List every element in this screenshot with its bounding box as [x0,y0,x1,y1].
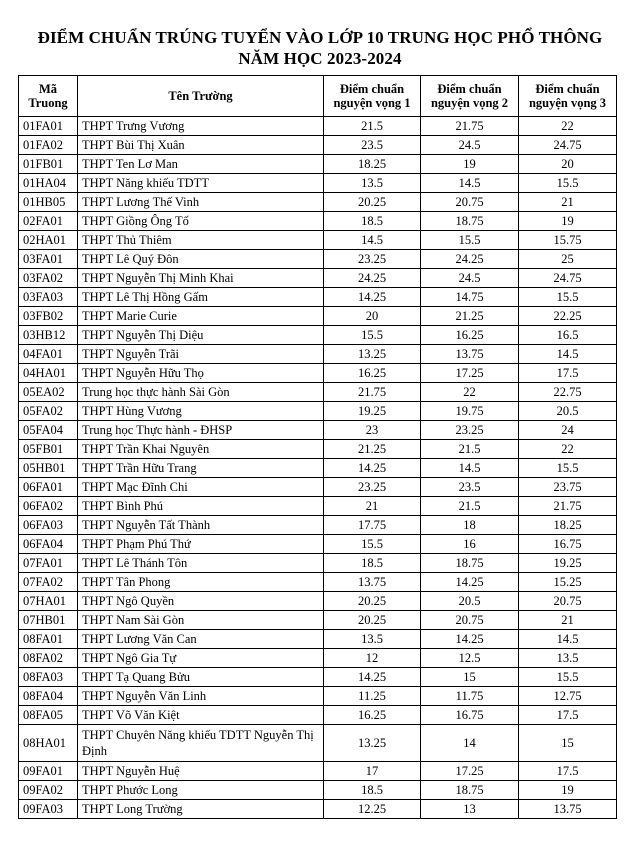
school-name: THPT Thủ Thiêm [78,231,324,250]
school-name: THPT Năng khiếu TDTT [78,174,324,193]
score-nv2: 14.5 [421,459,519,478]
score-nv2: 13.75 [421,345,519,364]
table-row [19,364,617,383]
score-nv1: 18.5 [324,554,421,573]
school-code: 03FB02 [19,307,78,326]
school-name: THPT Chuyên Năng khiếu TDTT Nguyễn Thị Định [78,725,324,762]
school-name: THPT Giồng Ông Tố [78,212,324,231]
school-code: 08FA05 [19,706,78,725]
score-nv3: 22.75 [519,383,617,402]
score-nv2: 18.75 [421,781,519,800]
score-nv3: 22 [519,117,617,136]
school-name: THPT Nguyễn Thị Diệu [78,326,324,345]
school-code: 05FA04 [19,421,78,440]
score-nv3: 16.5 [519,326,617,345]
score-nv2: 21.75 [421,117,519,136]
score-nv3: 13.75 [519,800,617,819]
score-nv1: 20.25 [324,611,421,630]
school-name: THPT Nguyễn Huệ [78,762,324,781]
score-nv3: 24 [519,421,617,440]
score-nv1: 16.25 [324,364,421,383]
school-name: THPT Long Trường [78,800,324,819]
score-nv3: 25 [519,250,617,269]
score-nv1: 23.25 [324,250,421,269]
table-row [19,193,617,212]
header-name: Tên Trường [78,76,324,117]
table-row [19,535,617,554]
score-nv1: 12.25 [324,800,421,819]
school-code: 03FA03 [19,288,78,307]
score-nv1: 13.5 [324,174,421,193]
school-name: THPT Trưng Vương [78,117,324,136]
score-nv2: 20.5 [421,592,519,611]
school-name: Trung học thực hành Sài Gòn [78,383,324,402]
score-nv2: 23.5 [421,478,519,497]
score-nv3: 24.75 [519,136,617,155]
score-nv3: 14.5 [519,345,617,364]
school-code: 01FA02 [19,136,78,155]
score-nv1: 15.5 [324,326,421,345]
score-nv1: 14.25 [324,459,421,478]
school-code: 03FA02 [19,269,78,288]
school-code: 01FA01 [19,117,78,136]
school-code: 08HA01 [19,725,78,762]
table-row [19,706,617,725]
school-name: THPT Lương Thế Vinh [78,193,324,212]
school-code: 03HB12 [19,326,78,345]
header-code: Mã Truong [19,76,78,117]
score-nv2: 12.5 [421,649,519,668]
school-name: THPT Bùi Thị Xuân [78,136,324,155]
score-nv1: 14.25 [324,668,421,687]
score-nv1: 20.25 [324,193,421,212]
school-code: 09FA03 [19,800,78,819]
header-nv3: Điểm chuẩn nguyện vọng 3 [519,76,617,117]
table-row [19,440,617,459]
table-row [19,421,617,440]
score-nv2: 14.25 [421,630,519,649]
school-name: THPT Tạ Quang Bửu [78,668,324,687]
school-name: THPT Marie Curie [78,307,324,326]
score-nv1: 24.25 [324,269,421,288]
school-name: THPT Ten Lơ Man [78,155,324,174]
document-title [0,27,640,69]
table-row [19,250,617,269]
school-name: THPT Trần Khai Nguyên [78,440,324,459]
score-nv3: 17.5 [519,706,617,725]
table-row [19,269,617,288]
school-code: 08FA03 [19,668,78,687]
score-nv3: 20.5 [519,402,617,421]
school-name: THPT Lương Văn Can [78,630,324,649]
score-nv1: 15.5 [324,535,421,554]
title-line-2: NĂM HỌC 2023-2024 [238,49,402,68]
score-nv3: 24.75 [519,269,617,288]
table-row [19,630,617,649]
score-nv1: 20 [324,307,421,326]
score-nv2: 15 [421,668,519,687]
score-table [18,75,617,819]
score-nv2: 20.75 [421,193,519,212]
score-nv3: 15.5 [519,459,617,478]
school-name: THPT Lê Thánh Tôn [78,554,324,573]
score-nv2: 23.25 [421,421,519,440]
score-nv3: 15.75 [519,231,617,250]
table-row [19,478,617,497]
school-code: 01FB01 [19,155,78,174]
school-code: 07HB01 [19,611,78,630]
table-row [19,762,617,781]
table-row [19,345,617,364]
score-nv1: 13.75 [324,573,421,592]
score-nv1: 16.25 [324,706,421,725]
table-row [19,497,617,516]
school-name: THPT Bình Phú [78,497,324,516]
score-nv3: 19 [519,212,617,231]
school-code: 03FA01 [19,250,78,269]
table-row [19,725,617,762]
score-nv3: 19 [519,781,617,800]
score-nv1: 14.25 [324,288,421,307]
score-nv1: 21 [324,497,421,516]
school-code: 05EA02 [19,383,78,402]
score-nv2: 14 [421,725,519,762]
score-nv3: 18.25 [519,516,617,535]
school-code: 08FA01 [19,630,78,649]
score-nv3: 22 [519,440,617,459]
table-row [19,781,617,800]
score-nv3: 13.5 [519,649,617,668]
table-row [19,459,617,478]
score-nv3: 20.75 [519,592,617,611]
score-nv2: 24.5 [421,269,519,288]
score-nv2: 21.5 [421,440,519,459]
table-row [19,554,617,573]
table-row [19,231,617,250]
school-name: THPT Phạm Phú Thứ [78,535,324,554]
table-row [19,649,617,668]
score-nv3: 17.5 [519,762,617,781]
school-code: 08FA02 [19,649,78,668]
score-nv2: 19 [421,155,519,174]
score-nv2: 14.5 [421,174,519,193]
score-nv2: 16.75 [421,706,519,725]
score-nv1: 18.25 [324,155,421,174]
score-nv1: 20.25 [324,592,421,611]
school-code: 04HA01 [19,364,78,383]
school-name: THPT Hùng Vương [78,402,324,421]
school-name: THPT Mạc Đĩnh Chi [78,478,324,497]
table-row [19,307,617,326]
score-nv2: 18.75 [421,212,519,231]
score-nv1: 18.5 [324,781,421,800]
score-nv2: 20.75 [421,611,519,630]
score-nv3: 23.75 [519,478,617,497]
table-row [19,155,617,174]
school-code: 07HA01 [19,592,78,611]
table-row [19,573,617,592]
table-row [19,326,617,345]
school-name: THPT Lê Thị Hồng Gấm [78,288,324,307]
score-nv3: 15.5 [519,668,617,687]
school-code: 08FA04 [19,687,78,706]
score-nv2: 18 [421,516,519,535]
score-nv3: 14.5 [519,630,617,649]
score-nv1: 23.25 [324,478,421,497]
score-nv2: 21.5 [421,497,519,516]
school-code: 06FA03 [19,516,78,535]
table-row [19,402,617,421]
score-nv3: 19.25 [519,554,617,573]
score-nv3: 12.75 [519,687,617,706]
table-row [19,136,617,155]
score-nv1: 17 [324,762,421,781]
score-nv1: 21.75 [324,383,421,402]
school-name: Trung học Thực hành - ĐHSP [78,421,324,440]
school-code: 01HB05 [19,193,78,212]
table-row [19,611,617,630]
table-row [19,212,617,231]
score-nv2: 19.75 [421,402,519,421]
score-nv1: 18.5 [324,212,421,231]
score-nv3: 17.5 [519,364,617,383]
score-nv3: 21 [519,611,617,630]
school-code: 05FA02 [19,402,78,421]
school-name: THPT Nguyễn Văn Linh [78,687,324,706]
table-row [19,516,617,535]
table-row [19,288,617,307]
score-nv1: 17.75 [324,516,421,535]
school-code: 05FB01 [19,440,78,459]
header-row [19,76,617,117]
score-nv3: 15.25 [519,573,617,592]
score-nv2: 13 [421,800,519,819]
header-nv1: Điểm chuẩn nguyện vọng 1 [324,76,421,117]
school-code: 07FA01 [19,554,78,573]
score-nv3: 15 [519,725,617,762]
score-nv1: 13.25 [324,725,421,762]
score-nv2: 11.75 [421,687,519,706]
table-row [19,687,617,706]
score-nv2: 24.25 [421,250,519,269]
school-code: 06FA01 [19,478,78,497]
school-code: 09FA02 [19,781,78,800]
score-nv1: 23 [324,421,421,440]
table-body [19,117,617,819]
score-nv3: 20 [519,155,617,174]
score-nv1: 12 [324,649,421,668]
school-name: THPT Võ Văn Kiệt [78,706,324,725]
table-row [19,383,617,402]
score-nv2: 14.25 [421,573,519,592]
score-nv2: 16.25 [421,326,519,345]
school-code: 06FA04 [19,535,78,554]
school-name: THPT Phước Long [78,781,324,800]
score-nv3: 16.75 [519,535,617,554]
score-nv3: 15.5 [519,174,617,193]
school-code: 04FA01 [19,345,78,364]
school-name: THPT Trần Hữu Trang [78,459,324,478]
school-name: THPT Nguyễn Hữu Thọ [78,364,324,383]
school-name: THPT Nguyễn Thị Minh Khai [78,269,324,288]
score-nv1: 13.5 [324,630,421,649]
school-code: 05HB01 [19,459,78,478]
score-nv1: 11.25 [324,687,421,706]
score-nv1: 21.5 [324,117,421,136]
score-nv2: 21.25 [421,307,519,326]
score-nv2: 17.25 [421,364,519,383]
school-name: THPT Lê Quý Đôn [78,250,324,269]
score-nv3: 21.75 [519,497,617,516]
table-row [19,117,617,136]
score-nv3: 22.25 [519,307,617,326]
score-nv1: 14.5 [324,231,421,250]
school-code: 06FA02 [19,497,78,516]
school-name: THPT Nguyễn Tất Thành [78,516,324,535]
score-nv2: 15.5 [421,231,519,250]
school-code: 01HA04 [19,174,78,193]
score-nv2: 18.75 [421,554,519,573]
score-nv1: 19.25 [324,402,421,421]
school-code: 02HA01 [19,231,78,250]
score-nv2: 17.25 [421,762,519,781]
score-nv2: 24.5 [421,136,519,155]
score-nv2: 22 [421,383,519,402]
table-row [19,174,617,193]
score-nv1: 23.5 [324,136,421,155]
score-nv3: 15.5 [519,288,617,307]
table-row [19,592,617,611]
header-nv2: Điểm chuẩn nguyện vọng 2 [421,76,519,117]
score-nv1: 21.25 [324,440,421,459]
school-name: THPT Tân Phong [78,573,324,592]
school-code: 09FA01 [19,762,78,781]
school-code: 07FA02 [19,573,78,592]
title-line-1: ĐIỂM CHUẨN TRÚNG TUYỂN VÀO LỚP 10 TRUNG HỌC PHỔ THÔNG [37,28,603,47]
table-row [19,800,617,819]
school-code: 02FA01 [19,212,78,231]
school-name: THPT Ngô Gia Tự [78,649,324,668]
table-row [19,668,617,687]
school-name: THPT Nguyễn Trãi [78,345,324,364]
school-name: THPT Ngô Quyền [78,592,324,611]
score-nv1: 13.25 [324,345,421,364]
school-name: THPT Nam Sài Gòn [78,611,324,630]
score-nv3: 21 [519,193,617,212]
score-nv2: 14.75 [421,288,519,307]
score-nv2: 16 [421,535,519,554]
